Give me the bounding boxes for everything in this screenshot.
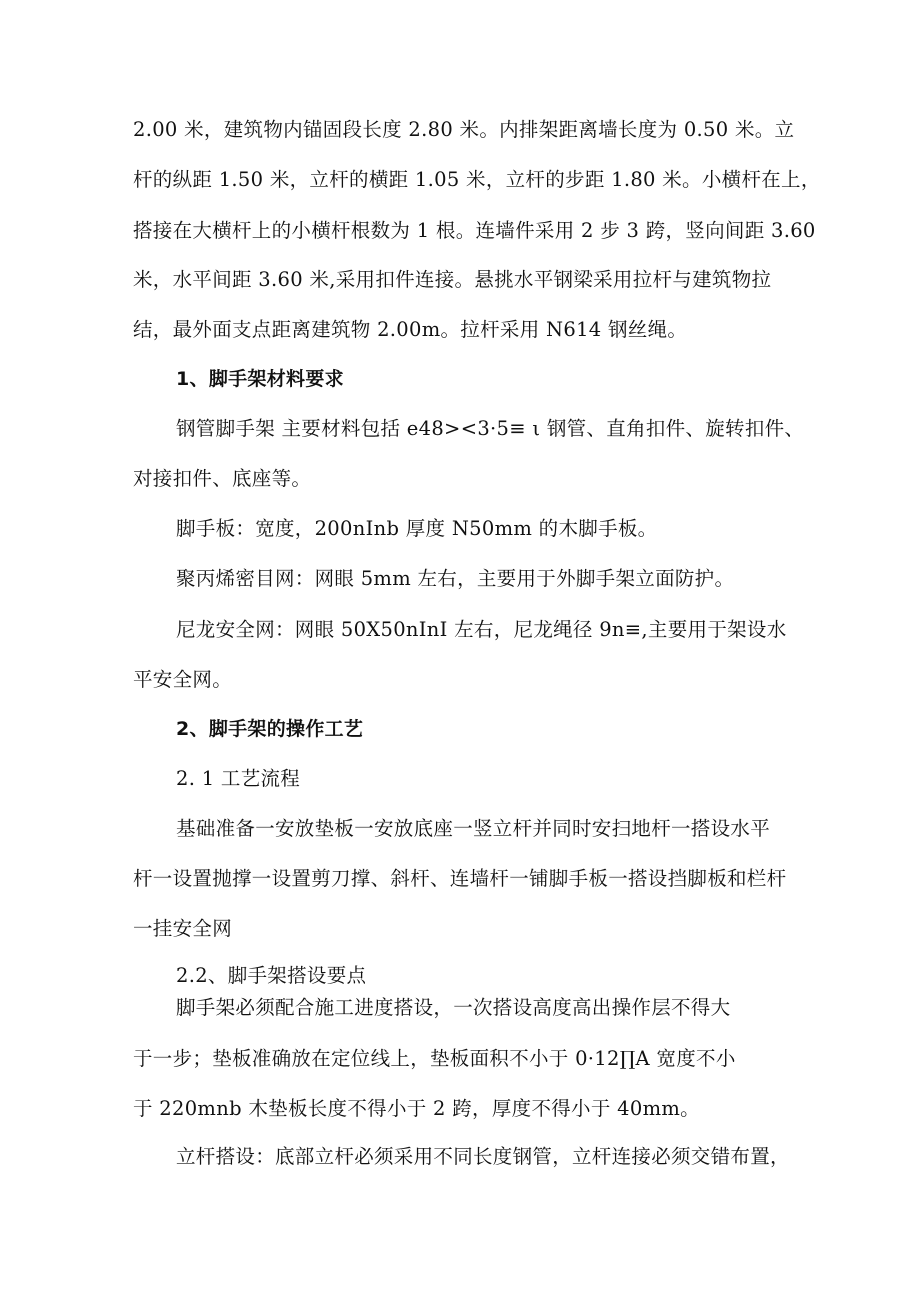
text-line-17: 一挂安全网 (133, 917, 233, 940)
text-line-19: 脚手架必须配合施工进度搭设，一次搭设高度高出操作层不得大 (176, 996, 731, 1019)
text-line-10: 聚丙烯密目网：网眼 5mm 左右，主要用于外脚手架立面防护。 (176, 567, 735, 590)
text-line-3: 搭接在大横杆上的小横杆根数为 1 根。连墙件采用 2 步 3 跨，竖向间距 3.60 (133, 219, 816, 242)
text-line-4: 米，水平间距 3.60 米,采用扣件连接。悬挑水平钢梁采用拉杆与建筑物拉 (133, 268, 772, 291)
section-heading-2: 2、脚手架的操作工艺 (176, 718, 364, 740)
text-line-22: 立杆搭设：底部立杆必须采用不同长度钢管，立杆连接必须交错布置， (176, 1145, 790, 1168)
text-line-21: 于 220mnb 木垫板长度不得小于 2 跨，厚度不得小于 40mm。 (133, 1097, 700, 1120)
text-line-15: 基础准备一安放垫板一安放底座一竖立杆并同时安扫地杆一搭设水平 (176, 817, 771, 840)
section-heading-1: 1、脚手架材料要求 (176, 368, 344, 390)
subsection-heading-2-2: 2.2、脚手架搭设要点 (176, 964, 367, 987)
text-line-8: 对接扣件、底座等。 (133, 467, 312, 490)
text-line-16: 杆一设置抛撑一设置剪刀撑、斜杆、连墙杆一铺脚手板一搭设挡脚板和栏杆 (133, 867, 787, 890)
text-line-7: 钢管脚手架 主要材料包括 e48><3·5≡ ι 钢管、直角扣件、旋转扣件、 (176, 417, 805, 440)
subsection-heading-2-1: 2. 1 工艺流程 (176, 767, 301, 790)
text-line-5: 结，最外面支点距离建筑物 2.00m。拉杆采用 N614 钢丝绳。 (133, 318, 688, 341)
text-line-9: 脚手板：宽度，200nInb 厚度 N50mm 的木脚手板。 (176, 517, 658, 540)
text-line-20: 于一步；垫板准确放在定位线上，垫板面积不小于 0·12∏A 宽度不小 (133, 1047, 736, 1070)
text-line-1: 2.00 米，建筑物内锚固段长度 2.80 米。内排架距离墙长度为 0.50 米。立 (133, 118, 795, 141)
text-line-2: 杆的纵距 1.50 米，立杆的横距 1.05 米，立杆的步距 1.80 米。小横杆在上， (133, 168, 821, 191)
text-line-12: 平安全网。 (133, 668, 233, 691)
text-line-11: 尼龙安全网：网眼 50X50nInI 左右，尼龙绳径 9n≡,主要用于架设水 (176, 618, 787, 641)
